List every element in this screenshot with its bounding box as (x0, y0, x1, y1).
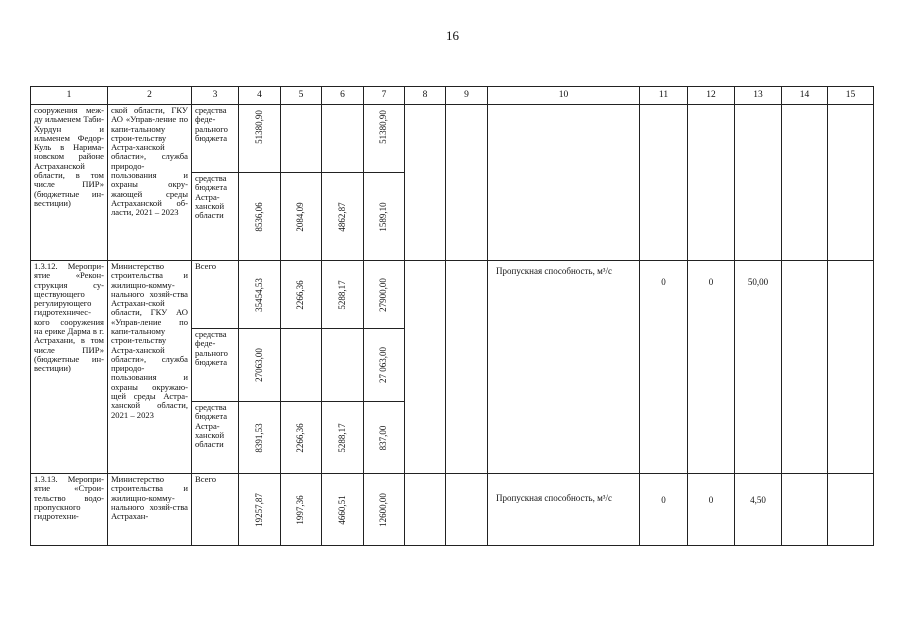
header-col-7: 7 (364, 87, 405, 105)
funding-source-cell: Всего (192, 474, 239, 546)
header-col-1: 1 (31, 87, 108, 105)
indicator-value-cell: 0 (640, 261, 688, 474)
value-cell (322, 261, 364, 329)
value-cell (239, 329, 281, 402)
header-col-12: 12 (688, 87, 735, 105)
executor-cell: Министерство строительства и жилищно-комму-нального хозяй-ства Астрахан- (108, 474, 192, 546)
indicator-value-cell: 0 (688, 261, 735, 474)
value-text: 8391,53 (253, 422, 264, 453)
funding-source-cell: Всего (192, 261, 239, 329)
value-cell (281, 105, 322, 173)
value-cell (281, 261, 322, 329)
page-number: 16 (446, 28, 459, 43)
empty-cell (405, 105, 446, 261)
indicator-value-cell: 4,50 (735, 474, 782, 546)
value-cell (322, 173, 364, 261)
header-col-4: 4 (239, 87, 281, 105)
empty-cell (446, 105, 488, 261)
funding-source-cell: средства феде-рального бюджета (192, 105, 239, 173)
value-cell (281, 402, 322, 474)
budget-table (30, 86, 874, 546)
value-cell (364, 402, 405, 474)
value-text: 837,00 (378, 425, 389, 450)
value-cell (364, 173, 405, 261)
value-cell (239, 105, 281, 173)
empty-cell (446, 261, 488, 474)
value-cell (322, 402, 364, 474)
value-cell (239, 402, 281, 474)
value-text: 2266,36 (295, 422, 306, 453)
header-col-5: 5 (281, 87, 322, 105)
value-text: 27 063,00 (378, 347, 389, 383)
value-text: 51380,90 (378, 110, 389, 144)
executor-cell: Министерство строительства и жилищно-комму-нального хозяй-ства Астрахан-ской области, ГКУ АО «Управ-ление по капи-тальному строи-тельству Астра-ханской области», служба природо-пользования и охраны окружаю-щей среды Астра-ханской области, 2021 – 2023 (108, 261, 192, 474)
empty-cell (828, 105, 874, 261)
header-col-6: 6 (322, 87, 364, 105)
value-text: 19257,87 (253, 492, 264, 527)
value-cell (281, 329, 322, 402)
value-text: 8536,06 (253, 201, 264, 232)
value-cell (364, 329, 405, 402)
funding-source-cell: средства бюджета Астра-ханской области (192, 173, 239, 261)
empty-cell (688, 105, 735, 261)
header-col-8: 8 (405, 87, 446, 105)
value-text: 2084,09 (295, 201, 306, 232)
value-cell (364, 105, 405, 173)
empty-cell (828, 261, 874, 474)
empty-cell (782, 261, 828, 474)
header-col-13: 13 (735, 87, 782, 105)
empty-cell (782, 105, 828, 261)
executor-cell: ской области, ГКУ АО «Управ-ление по капи-тальному строи-тельству Астра-ханской области», служба природо-пользования и охраны окру-жающей среды Астраханской об-ласти, 2021 – 2023 (108, 105, 192, 261)
funding-source-cell: средства бюджета Астра-ханской области (192, 402, 239, 474)
value-text: 35454,53 (253, 277, 264, 312)
header-col-15: 15 (828, 87, 874, 105)
header-col-14: 14 (782, 87, 828, 105)
header-col-10: 10 (488, 87, 640, 105)
empty-cell (405, 474, 446, 546)
header-col-2: 2 (108, 87, 192, 105)
value-text: 51380,90 (253, 110, 264, 144)
header-row (31, 87, 874, 105)
value-text: 1997,36 (295, 494, 306, 525)
header-col-11: 11 (640, 87, 688, 105)
value-cell (322, 329, 364, 402)
value-text: 27063,00 (253, 348, 264, 382)
table-row (31, 105, 874, 173)
value-text: 4660,51 (336, 494, 347, 525)
value-text: 4862,87 (336, 201, 347, 232)
value-cell (239, 173, 281, 261)
indicator-cell: Пропускная способность, м³/с (488, 261, 640, 474)
table-row (31, 474, 874, 546)
funding-source-cell: средства феде-рального бюджета (192, 329, 239, 402)
value-cell (281, 173, 322, 261)
value-cell (239, 474, 281, 546)
empty-cell (735, 105, 782, 261)
value-text: 2266,36 (295, 279, 306, 310)
value-text: 12600,00 (378, 492, 389, 527)
empty-cell (640, 105, 688, 261)
indicator-value-cell: 50,00 (735, 261, 782, 474)
table-row (31, 261, 874, 329)
measure-name-cell: 1.3.13. Меропри-ятие «Строи-тельство водо-пропускного гидротехни- (31, 474, 108, 546)
value-text: 5288,17 (336, 422, 347, 453)
empty-cell (782, 474, 828, 546)
indicator-value-cell: 0 (640, 474, 688, 546)
header-col-9: 9 (446, 87, 488, 105)
empty-cell (405, 261, 446, 474)
value-text: 27900,00 (378, 277, 389, 312)
empty-cell (446, 474, 488, 546)
measure-name-cell: сооружения меж-ду ильменем Таби-Хурдун и ильменем Федор-Куль в Нарима-новском районе Астраханской области, в том числе ПИР» (бюджетные ин-вестиции) (31, 105, 108, 261)
value-text: 1589,10 (378, 201, 389, 232)
indicator-cell (488, 105, 640, 261)
value-text: 5288,17 (336, 279, 347, 310)
header-col-3: 3 (192, 87, 239, 105)
value-cell (364, 261, 405, 329)
indicator-value-cell: 0 (688, 474, 735, 546)
empty-cell (828, 474, 874, 546)
value-cell (281, 474, 322, 546)
value-cell (239, 261, 281, 329)
indicator-cell: Пропускная способность, м³/с (488, 474, 640, 546)
value-cell (364, 474, 405, 546)
measure-name-cell: 1.3.12. Меропри-ятие «Рекон-струкция су-ществующего регулирующего гидротехничес-кого сооружения на ерике Дарма в г. Астрахани, в том числе ПИР» (бюджетные ин-вестиции) (31, 261, 108, 474)
value-cell (322, 474, 364, 546)
value-cell (322, 105, 364, 173)
